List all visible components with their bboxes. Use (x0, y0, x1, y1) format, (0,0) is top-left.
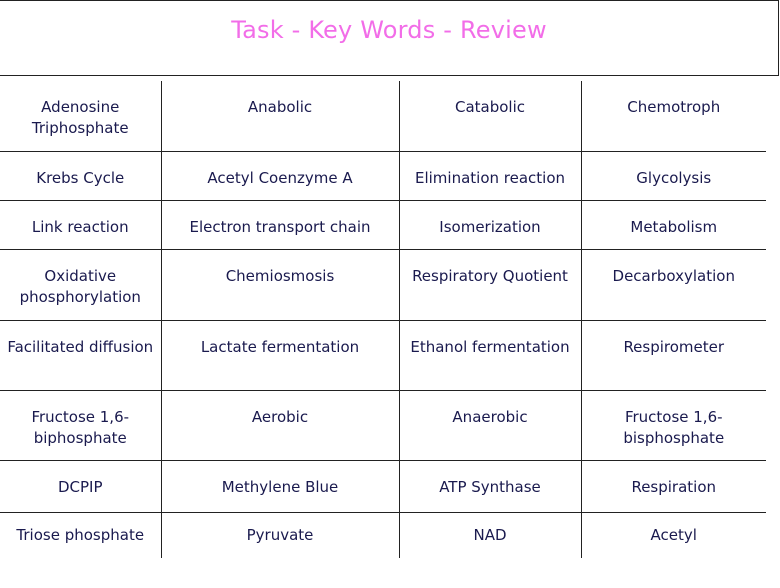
table-cell: Respiratory Quotient (399, 249, 581, 320)
table-row (0, 81, 766, 151)
table-row (0, 512, 766, 558)
table-row (0, 200, 766, 249)
table-cell: Catabolic (399, 81, 581, 151)
table-cell: Oxidative phosphorylation (0, 249, 161, 320)
table-cell: Acetyl (650, 525, 697, 544)
table-cell: Adenosine Triphosphate (0, 81, 161, 151)
table-cell: Glycolysis (581, 151, 766, 200)
table-cell: Ethanol fermentation (399, 320, 581, 390)
table-cell: Isomerization (399, 200, 581, 249)
table-cell: Chemotroph (581, 81, 766, 151)
table-cell: Anaerobic (399, 390, 581, 460)
table-cell: DCPIP (0, 460, 161, 512)
table-cell: Methylene Blue (161, 460, 399, 512)
table-cell: Pyruvate (161, 512, 399, 558)
table-cell: Triose phosphate (0, 512, 161, 558)
table-row (0, 249, 766, 320)
table-cell: Lactate fermentation (161, 320, 399, 390)
table-cell: Metabolism (581, 200, 766, 249)
table-cell: Fructose 1,6-bisphosphate (581, 390, 766, 460)
table-cell: Fructose 1,6-biphosphate (0, 390, 161, 460)
table-cell: Krebs Cycle (0, 151, 161, 200)
table-cell: Elimination reaction (399, 151, 581, 200)
title-bar (0, 0, 779, 76)
table-cell: Decarboxylation (581, 249, 766, 320)
table-row (0, 151, 766, 200)
table-cell: Acetyl Coenzyme A (161, 151, 399, 200)
table-cell: Respiration (581, 460, 766, 512)
table-row (0, 460, 766, 512)
table-cell: Aerobic (161, 390, 399, 460)
table-cell: Link reaction (0, 200, 161, 249)
key-words-table (0, 81, 766, 558)
page-title: Task - Key Words - Review (231, 16, 547, 44)
table-cell: Electron transport chain (161, 200, 399, 249)
table-row (0, 390, 766, 460)
table-cell: Facilitated diffusion (0, 320, 161, 390)
table-cell: ATP Synthase (399, 460, 581, 512)
table-row (0, 320, 766, 390)
table-cell: Anabolic (161, 81, 399, 151)
table-cell: Respirometer (581, 320, 766, 390)
table-cell: NAD (399, 512, 581, 558)
table-cell: Chemiosmosis (161, 249, 399, 320)
